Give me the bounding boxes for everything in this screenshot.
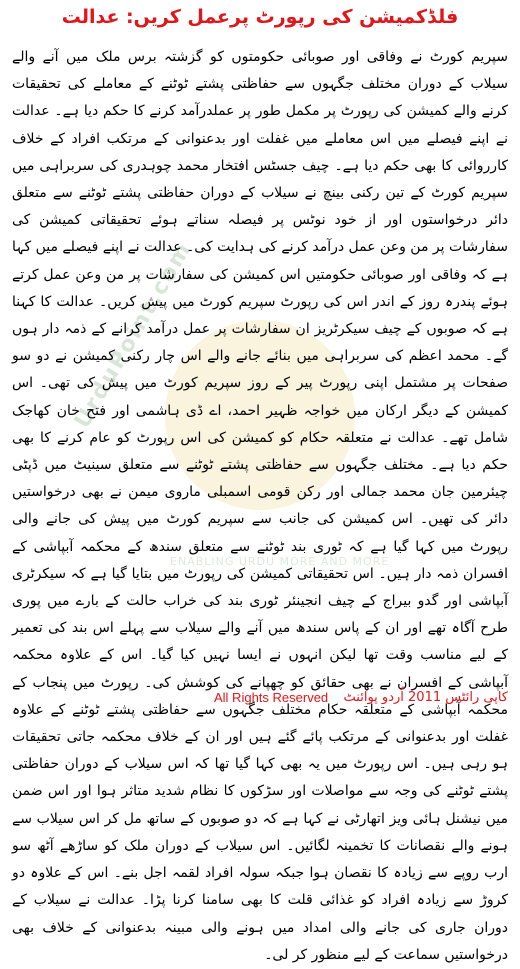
article-body — [12, 44, 508, 969]
article-headline: فلڈکمیشن کی رپورٹ پرعمل کریں: عدالت — [61, 6, 459, 28]
watermark-site-text: UrduPoint.com — [70, 237, 197, 433]
copyright-text: کاپی رائٹس 2011 اُردو پوائنٹ — [343, 690, 508, 705]
rights-reserved-text: All Rights Reserved — [214, 690, 329, 705]
watermark-tagline: ENABLING URDU MORE AND MORE — [170, 555, 390, 568]
article-paragraph: سپریم کورٹ نے وفاقی اور صوبائی حکومتوں کو گزشتہ برس ملک میں آنے والے سیلاب کے دوران مختلف جگہوں سے حفاظتی پشتے ٹوٹنے کے معاملے کی تحقیقات کرنے والے کمیشن کی رپورٹ پر مکمل طور پر عملدرآمد کرنے کا حکم دیا ہے۔ عدالت نے اپنے فیصلے میں اس معاملے میں غفلت اور بدعنوانی کے مرتکب افراد کے خلاف کارروائی کا بھی حکم دیا ہے۔ چیف جسٹس افتخار محمد چوہدری کی سربراہی میں سپریم کورٹ کے تین رکنی بینچ نے سیلاب کے دوران حفاظتی پشتے ٹوٹنے سے متعلق دائر درخواستوں اور از خود نوٹس پر فیصلہ سناتے ہوئے تحقیقاتی کمیشن کی سفارشات پر من وعن عمل درآمد کرنے کی ہدایت کی۔ عدالت نے اپنے فیصلے میں کہا ہے کہ وفاقی اور صوبائی حکومتیں اس کمیشن کی سفارشات پر من وعن عمل کرتے ہوئے پندرہ روز کے اندر اس کی رپورٹ سپریم کورٹ میں پیش کریں۔ عدالت کا کہنا ہے کہ صوبوں کے چیف سیکرٹریز ان سفارشات پر عمل درآمد کرانے کے ذمہ دار ہوں گے۔ محمد اعظم کی سربراہی میں بنائے جانے والے اس چار رکنی کمیشن نے دو سو صفحات پر مشتمل اپنی رپورٹ پیر کے روز سپریم کورٹ میں پیش کی تھی۔ اس کمیشن کے دیگر ارکان میں خواجہ ظہیر احمد، اے ڈی ہاشمی اور فتح خان کھاجک شامل تھے۔ عدالت نے متعلقہ حکام کو کمیشن کی اس رپورٹ کو عام کرنے کا بھی حکم دیا ہے۔ مختلف جگہوں سے حفاظتی پشتے ٹوٹنے سے متعلق سینیٹ میں ڈپٹی چیئرمین جان محمد جمالی اور رکن قومی اسمبلی ماروی میمن نے بھی درخواستیں دائر کی تھیں۔ اس کمیشن کی جانب سے سپریم کورٹ میں پیش کی جانے والی رپورٹ میں کہا گیا ہے کہ ٹوری بند ٹوٹنے سے متعلق سندھ کے محکمہ آبپاشی کے افسران ذمہ دار ہیں۔ اس تحقیقاتی کمیشن کی رپورٹ میں بتایا گیا ہے کہ سیکرٹری آبپاشی اور گدو بیراج کے چیف انجینئر ٹوری بند کی خراب حالت کے بارے میں پوری طرح آگاہ تھے اور ان کے پاس سندھ میں آنے والے سیلاب سے پہلے اس بند کی تعمیر کے لیے مناسب وقت تھا لیکن انہوں نے ایسا نہیں کیا گیا۔ اس کے علاوہ محکمہ آبپاشی کے افسران نے بھی حقائق کو چھپانے کی کوشش کی۔ رپورٹ میں پنجاب کے محکمہ آبپاشی کے متعلقہ حکام مختلف جگہوں سے حفاظتی پشتے ٹوٹنے کے علاوہ غفلت اور بدعنوانی کے مرتکب پائے گئے ہیں اور ان کے خلاف محکمہ جاتی تحقیقات ہو رہی ہیں۔ اس رپورٹ میں یہ بھی کہا گیا تھا کہ اس سیلاب کے دوران حفاظتی پشتے ٹوٹنے کی وجہ سے مواصلات اور سڑکوں کا نظام شدید متاثر ہوا اور اس ضمن میں نیشنل ہائی ویز اتھارٹی نے کہا ہے کہ دو صوبوں کے ساتھ مل کر اس سیلاب سے ہونے والے نقصانات کا تخمینہ لگائیں۔ اس سیلاب کے دوران ملک کو ساڑھے آٹھ سو ارب روپے سے زیادہ کا نقصان ہوا جبکہ سولہ افراد لقمہ اجل بنے۔ اس کے علاوہ دو کروڑ سے زیادہ افراد کو غذائی قلت کا بھی سامنا کرنا پڑا۔ عدالت نے سیلاب کے دوران جاری کی جانے والی امداد میں ہونے والی مبینہ بدعنوانی کے خلاف بھی درخواستیں سماعت کے لیے منظور کر لی۔ — [12, 49, 508, 963]
footer — [0, 690, 520, 712]
